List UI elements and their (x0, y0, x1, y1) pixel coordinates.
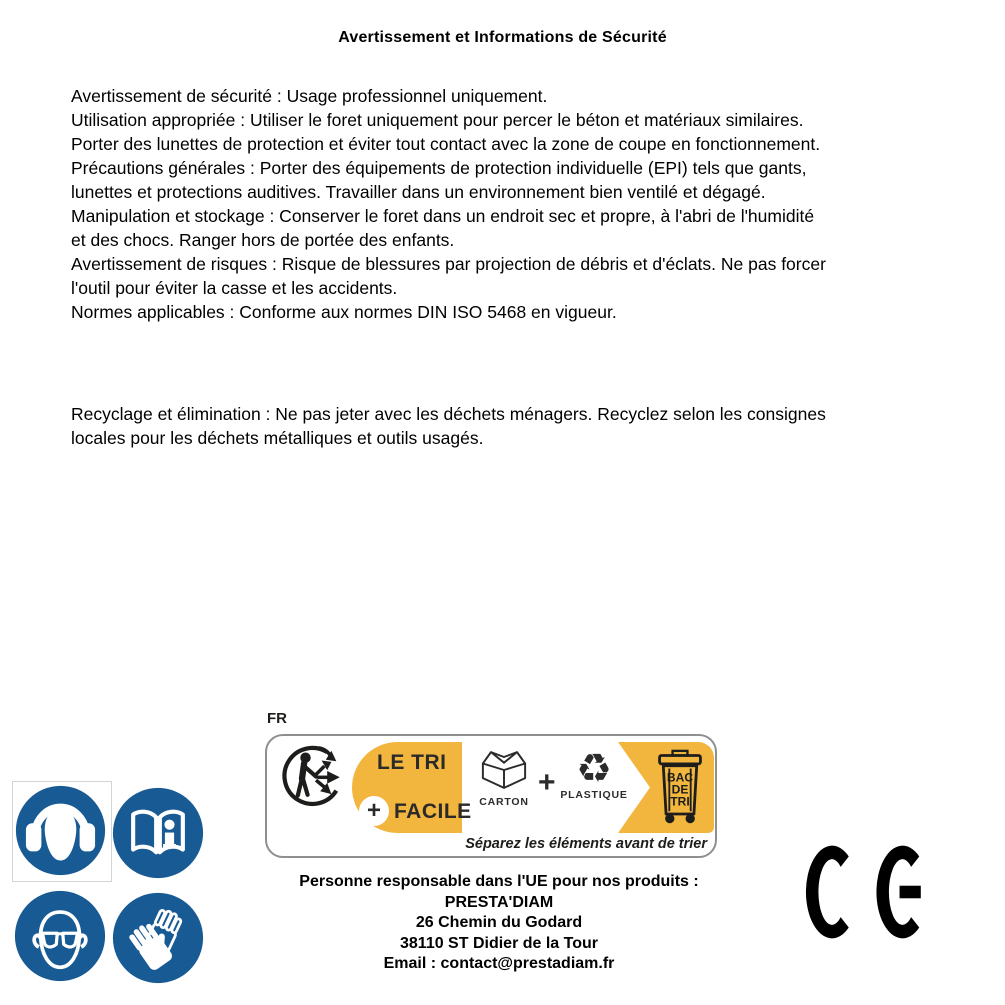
bin-text-line: TRI (670, 794, 690, 809)
text-line: Manipulation et stockage : Conserver le foret dans un endroit sec et propre, à l'abri de l'humidité (71, 206, 815, 226)
text-line: Recyclage et élimination : Ne pas jeter avec les déchets ménagers. Recyclez selon les consignes (71, 404, 826, 424)
material-label: CARTON (479, 796, 529, 808)
text-line: Email : contact@prestadiam.fr (383, 955, 615, 972)
sorting-headline-bottom: FACILE (394, 800, 472, 823)
text-line: et des chocs. Ranger hors de portée des enfants. (71, 230, 455, 250)
bin-text-line: BAC (666, 770, 694, 785)
bin-text-line: DE (671, 782, 689, 797)
ce-marking-icon (803, 842, 943, 942)
materials-separator-plus: + (538, 766, 556, 799)
material-label: PLASTIQUE (560, 789, 628, 801)
text-line: Normes applicables : Conforme aux normes DIN ISO 5468 en vigueur. (71, 302, 617, 322)
text-line: Précautions générales : Porter des équipements de protection individuelle (EPI) tels que gants, (71, 158, 807, 178)
recycling-triangle-icon: ♻ (576, 746, 612, 792)
triman-icon (281, 739, 351, 817)
plus-circle-icon: + (359, 796, 389, 826)
wear-ear-protection-icon (15, 785, 106, 881)
page-title: Avertissement et Informations de Sécurité (338, 29, 667, 46)
text-line: Avertissement de risques : Risque de blessures par projection de débris et d'éclats. Ne pas forcer (71, 254, 826, 274)
text-line: Avertissement de sécurité : Usage professionnel uniquement. (71, 86, 548, 106)
text-line: Utilisation appropriée : Utiliser le foret uniquement pour percer le béton et matériaux similaires. (71, 110, 804, 130)
text-line: Porter des lunettes de protection et éviter tout contact avec la zone de coupe en fonctionnement. (71, 134, 821, 154)
read-instruction-manual-icon (112, 787, 204, 884)
sorting-bin-icon (654, 746, 706, 830)
recycling-text-block (71, 402, 826, 450)
sorting-headline-top: LE TRI (377, 751, 447, 774)
material-plastique (556, 747, 632, 801)
sorting-tagline: Séparez les éléments avant de trier (465, 836, 707, 852)
sorting-label-yellow-band (352, 742, 714, 833)
text-line: Personne responsable dans l'UE pour nos produits : (299, 873, 699, 890)
responsible-person-block (255, 872, 743, 975)
country-code-label: FR (267, 710, 287, 727)
sorting-instructions-label (265, 734, 717, 858)
wear-eye-protection-icon (14, 890, 106, 987)
text-line: 38110 ST Didier de la Tour (400, 934, 598, 952)
text-line: 26 Chemin du Godard (415, 914, 583, 931)
text-line: l'outil pour éviter la casse et les accidents. (71, 278, 398, 298)
text-line: lunettes et protections auditives. Travailler dans un environnement bien ventilé et dégagé. (71, 182, 766, 202)
material-carton (470, 747, 538, 808)
text-line: locales pour les déchets métalliques et outils usagés. (71, 428, 484, 448)
wear-protective-gloves-icon (112, 892, 204, 989)
safety-text-block (71, 84, 826, 324)
cardboard-box-icon (478, 747, 530, 793)
text-line: PRESTA'DIAM (444, 893, 554, 911)
